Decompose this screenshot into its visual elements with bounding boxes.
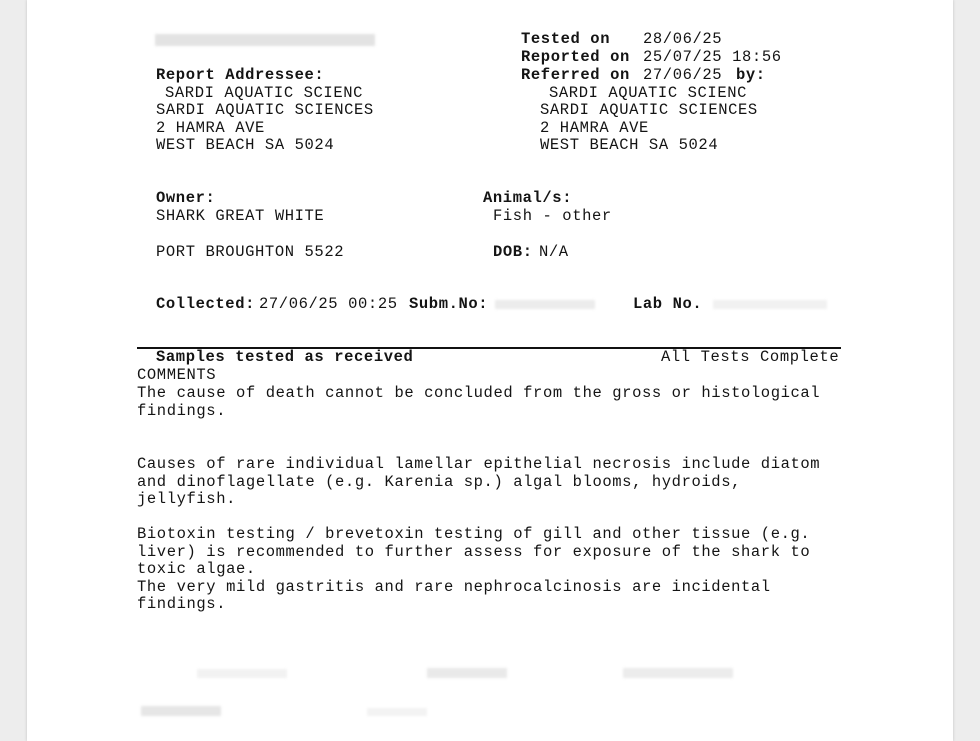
addressee-line: SARDI AQUATIC SCIENCES	[156, 101, 374, 119]
referred-by-label: by:	[736, 66, 766, 84]
subm-no-label: Subm.No:	[409, 295, 489, 313]
owner-location: PORT BROUGHTON 5522	[156, 243, 345, 261]
dob-label: DOB:	[493, 243, 533, 261]
referrer-line: SARDI AQUATIC SCIENC	[549, 84, 748, 102]
samples-heading: Samples tested as received	[156, 348, 414, 366]
referred-on-label: Referred on	[521, 66, 630, 84]
tested-on-label: Tested on	[521, 30, 611, 48]
referrer-line: 2 HAMRA AVE	[540, 119, 649, 137]
tested-on-value: 28/06/25	[643, 30, 723, 48]
collected-label: Collected:	[156, 295, 256, 313]
referrer-line: WEST BEACH SA 5024	[540, 136, 719, 154]
collected-value: 27/06/25 00:25	[259, 295, 398, 313]
addressee-line: WEST BEACH SA 5024	[156, 136, 335, 154]
comments-heading: COMMENTS	[137, 366, 217, 384]
animal-value: Fish - other	[493, 207, 612, 225]
addressee-line: 2 HAMRA AVE	[156, 119, 265, 137]
obscured-text	[623, 668, 733, 678]
obscured-lab-no	[713, 300, 827, 309]
referrer-line: SARDI AQUATIC SCIENCES	[540, 101, 758, 119]
obscured-text	[367, 708, 427, 716]
comment-paragraph: The cause of death cannot be concluded from the gross or histological findings.	[137, 384, 821, 420]
obscured-text	[427, 668, 507, 678]
animal-label: Animal/s:	[483, 189, 573, 207]
tests-status: All Tests Complete	[661, 348, 840, 366]
owner-label: Owner:	[156, 189, 216, 207]
obscured-text	[197, 669, 287, 678]
obscured-text	[159, 0, 179, 4]
referred-on-value: 27/06/25	[643, 66, 723, 84]
report-addressee-label: Report Addressee:	[156, 66, 325, 84]
lab-no-label: Lab No.	[633, 295, 703, 313]
dob-value: N/A	[539, 243, 569, 261]
reported-on-value: 25/07/25 18:56	[643, 48, 782, 66]
obscured-subm-no	[495, 300, 595, 309]
owner-name: SHARK GREAT WHITE	[156, 207, 325, 225]
obscured-text	[155, 34, 375, 46]
comment-paragraph: Biotoxin testing / brevetoxin testing of gill and other tissue (e.g. liver) is recommended to further assess for exposure of the shark to toxic algae. The very mild gastritis and rare nephrocalcinosis are incidental findings.	[137, 525, 811, 613]
comment-paragraph: Causes of rare individual lamellar epithelial necrosis include diatom and dinoflagellate (e.g. Karenia sp.) algal blooms, hydroids, jellyfish.	[137, 455, 821, 508]
addressee-line: SARDI AQUATIC SCIENC	[165, 84, 364, 102]
reported-on-label: Reported on	[521, 48, 630, 66]
report-page	[27, 0, 953, 741]
obscured-text	[141, 706, 221, 716]
